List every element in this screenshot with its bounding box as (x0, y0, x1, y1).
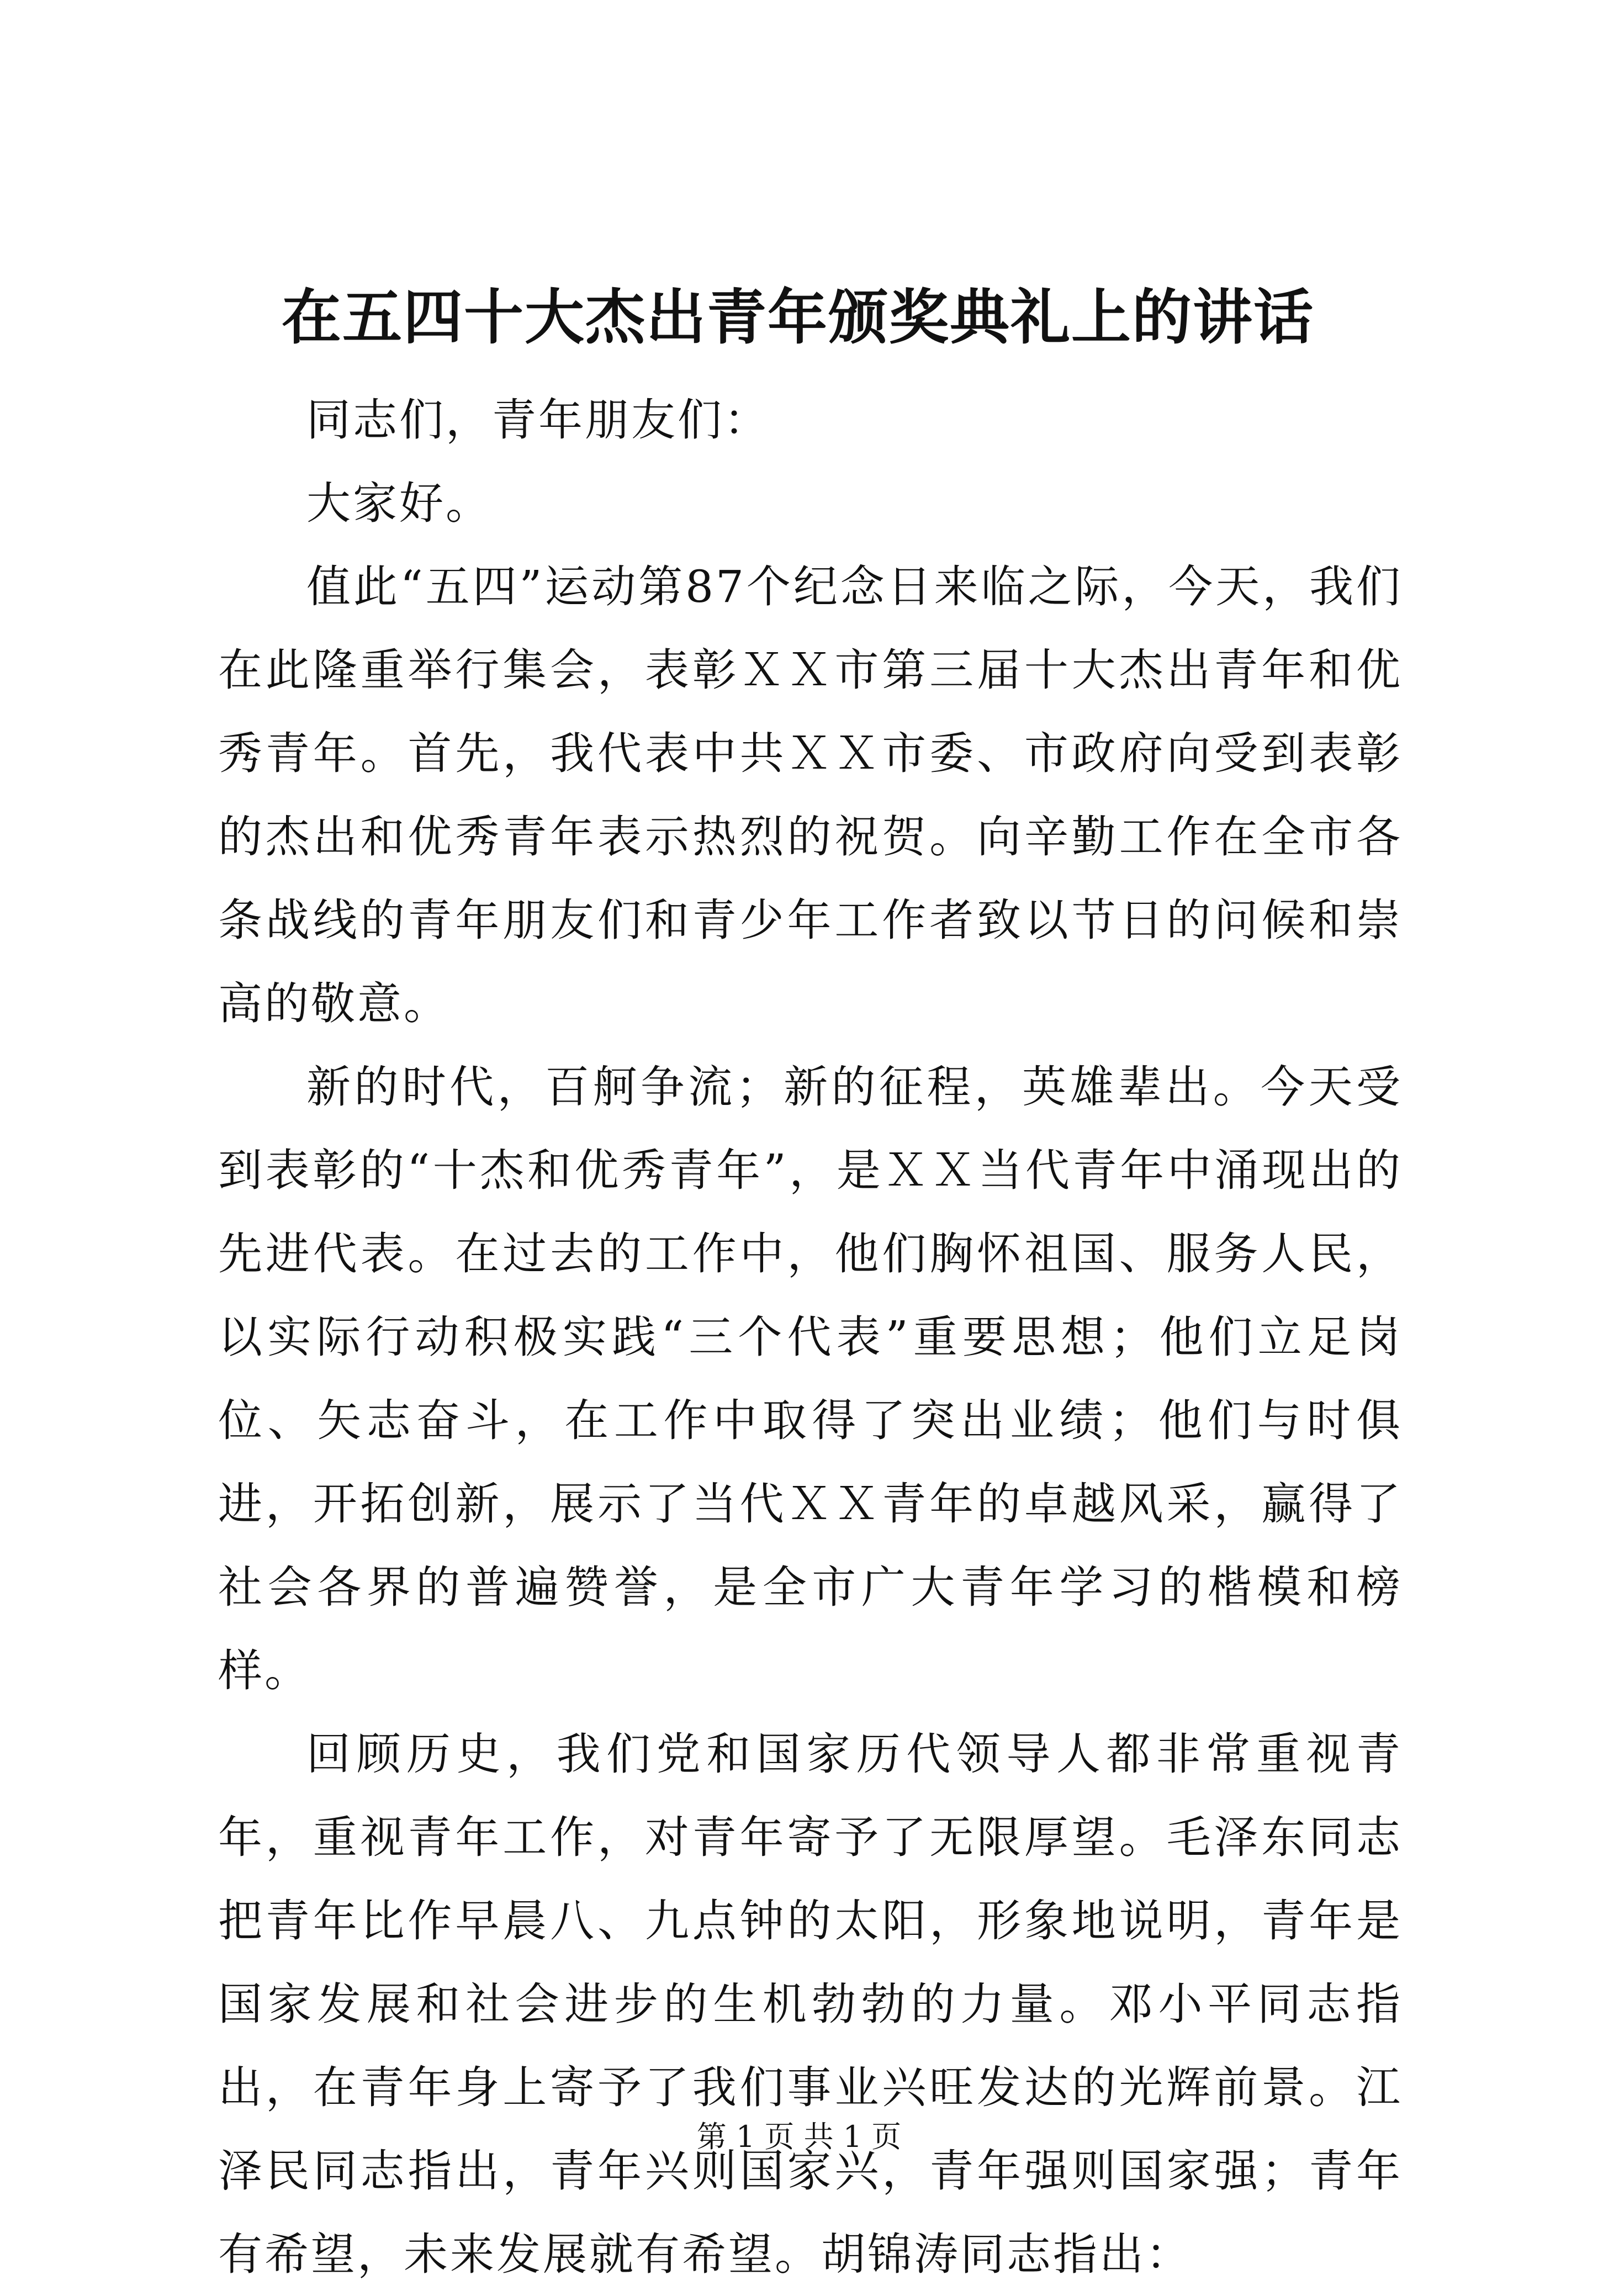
body-paragraph: 新的时代，百舸争流；新的征程，英雄辈出。今天受到表彰的“十杰和优秀青年”，是ＸＸ当代青年中涌现出的先进代表。在过去的工作中，他们胸怀祖国、服务人民，以实际行动积极实践“三个代表”重要思想；他们立足岗位、矢志奋斗，在工作中取得了突出业绩；他们与时俱进，开拓创新，展示了当代ＸＸ青年的卓越风采，赢得了社会各界的普遍赞誉，是全市广大青年学习的楷模和榜样。 (218, 1061, 1403, 1696)
greeting-paragraph: 大家好。 (306, 478, 492, 529)
document-title: 在五四十大杰出青年颁奖典礼上的讲话 (281, 283, 1314, 352)
body-paragraph: 回顾历史，我们党和国家历代领导人都非常重视青年，重视青年工作，对青年寄予了无限厚望。毛泽东同志把青年比作早晨八、九点钟的太阳，形象地说明，青年是国家发展和社会进步的生机勃勃的力量。邓小平同志指出，在青年身上寄予了我们事业兴旺发达的光辉前景。江泽民同志指出，青年兴则国家兴，青年强则国家强；青年有希望，未来发展就有希望。胡锦涛同志指出： (218, 1728, 1403, 2280)
body-paragraph: 值此“五四”运动第87个纪念日来临之际，今天，我们在此隆重举行集会，表彰ＸＸ市第三届十大杰出青年和优秀青年。首先，我代表中共ＸＸ市委、市政府向受到表彰的杰出和优秀青年表示热烈的祝贺。向辛勤工作在全市各条战线的青年朋友们和青少年工作者致以节日的问候和崇高的敬意。 (218, 561, 1403, 1029)
page-footer: 第 1 页 共 1 页 (696, 2119, 902, 2154)
salutation-paragraph: 同志们，青年朋友们： (306, 394, 770, 446)
document-body (218, 378, 1403, 2296)
